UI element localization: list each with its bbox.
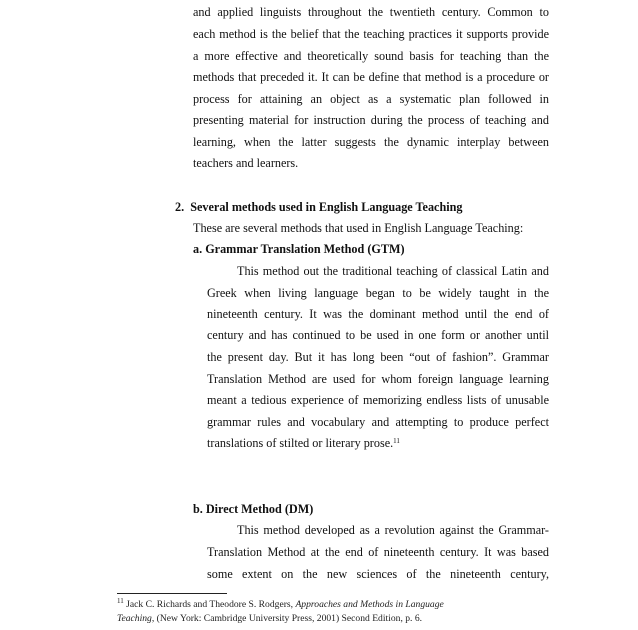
gtm-line-6: Translation Method are used for whom foreign language learning <box>207 372 549 386</box>
intro-line-6: presenting material for instruction during the process of teaching and <box>193 113 549 127</box>
dm-heading: b. Direct Method (DM) <box>193 502 314 516</box>
footnote-line-1 <box>117 599 444 611</box>
footnote-separator <box>117 593 227 594</box>
intro-line-3: a more effective and theoretically sound basis for teaching than the <box>193 49 549 63</box>
dm-line-1: This method developed as a revolution against the Grammar- <box>237 523 549 537</box>
gtm-line-1: This method out the traditional teaching of classical Latin and <box>237 264 549 278</box>
intro-line-8: teachers and learners. <box>193 156 299 170</box>
intro-line-4: methods that preceded it. It can be define that method is a procedure or <box>193 70 549 84</box>
dm-line-3: some extent on the new sciences of the nineteenth century, <box>207 567 549 581</box>
intro-line-1: and applied linguists throughout the twentieth century. Common to <box>193 5 549 19</box>
footnote-number: 11 <box>117 597 124 605</box>
intro-line-7: learning, when the latter suggests the dynamic interplay between <box>193 135 549 149</box>
footnote-authors: Jack C. Richards and Theodore S. Rodgers, <box>123 599 296 610</box>
intro-line-5: process for attaining an object as a systematic plan followed in <box>193 92 549 106</box>
footnote-title-part-2: Teaching <box>117 613 152 624</box>
footnote-title-part-1: Approaches and Methods in Language <box>295 599 444 610</box>
dm-line-2: Translation Method at the end of nineteenth century. It was based <box>207 545 549 559</box>
section-2-heading: 2. Several methods used in English Language Teaching <box>175 200 463 214</box>
gtm-line-5: the present day. But it has long been “out of fashion”. Grammar <box>207 350 549 364</box>
intro-line-2: each method is the belief that the teaching practices it supports provide <box>193 27 549 41</box>
footnote-ref-11: 11 <box>393 437 400 445</box>
gtm-line-7: meant a tedious experience of memorizing endless lists of unusable <box>207 393 549 407</box>
footnote-publication: , (New York: Cambridge University Press, 2001) Second Edition, p. 6. <box>151 613 423 624</box>
gtm-heading: a. Grammar Translation Method (GTM) <box>193 242 405 256</box>
gtm-line-3: nineteenth century. It was the dominant method until the end of <box>207 307 549 321</box>
gtm-line-4: century and has continued to be used in one form or another until <box>207 328 549 342</box>
gtm-line-8: grammar rules and vocabulary and attempting to produce perfect <box>207 415 549 429</box>
gtm-line-9 <box>207 435 400 451</box>
gtm-line-9-text: translations of stilted or literary prose. <box>207 436 394 450</box>
footnote-line-2 <box>117 613 422 625</box>
section-2-intro: These are several methods that used in English Language Teaching: <box>193 221 524 235</box>
gtm-line-2: Greek when living language began to be widely taught in the <box>207 286 549 300</box>
